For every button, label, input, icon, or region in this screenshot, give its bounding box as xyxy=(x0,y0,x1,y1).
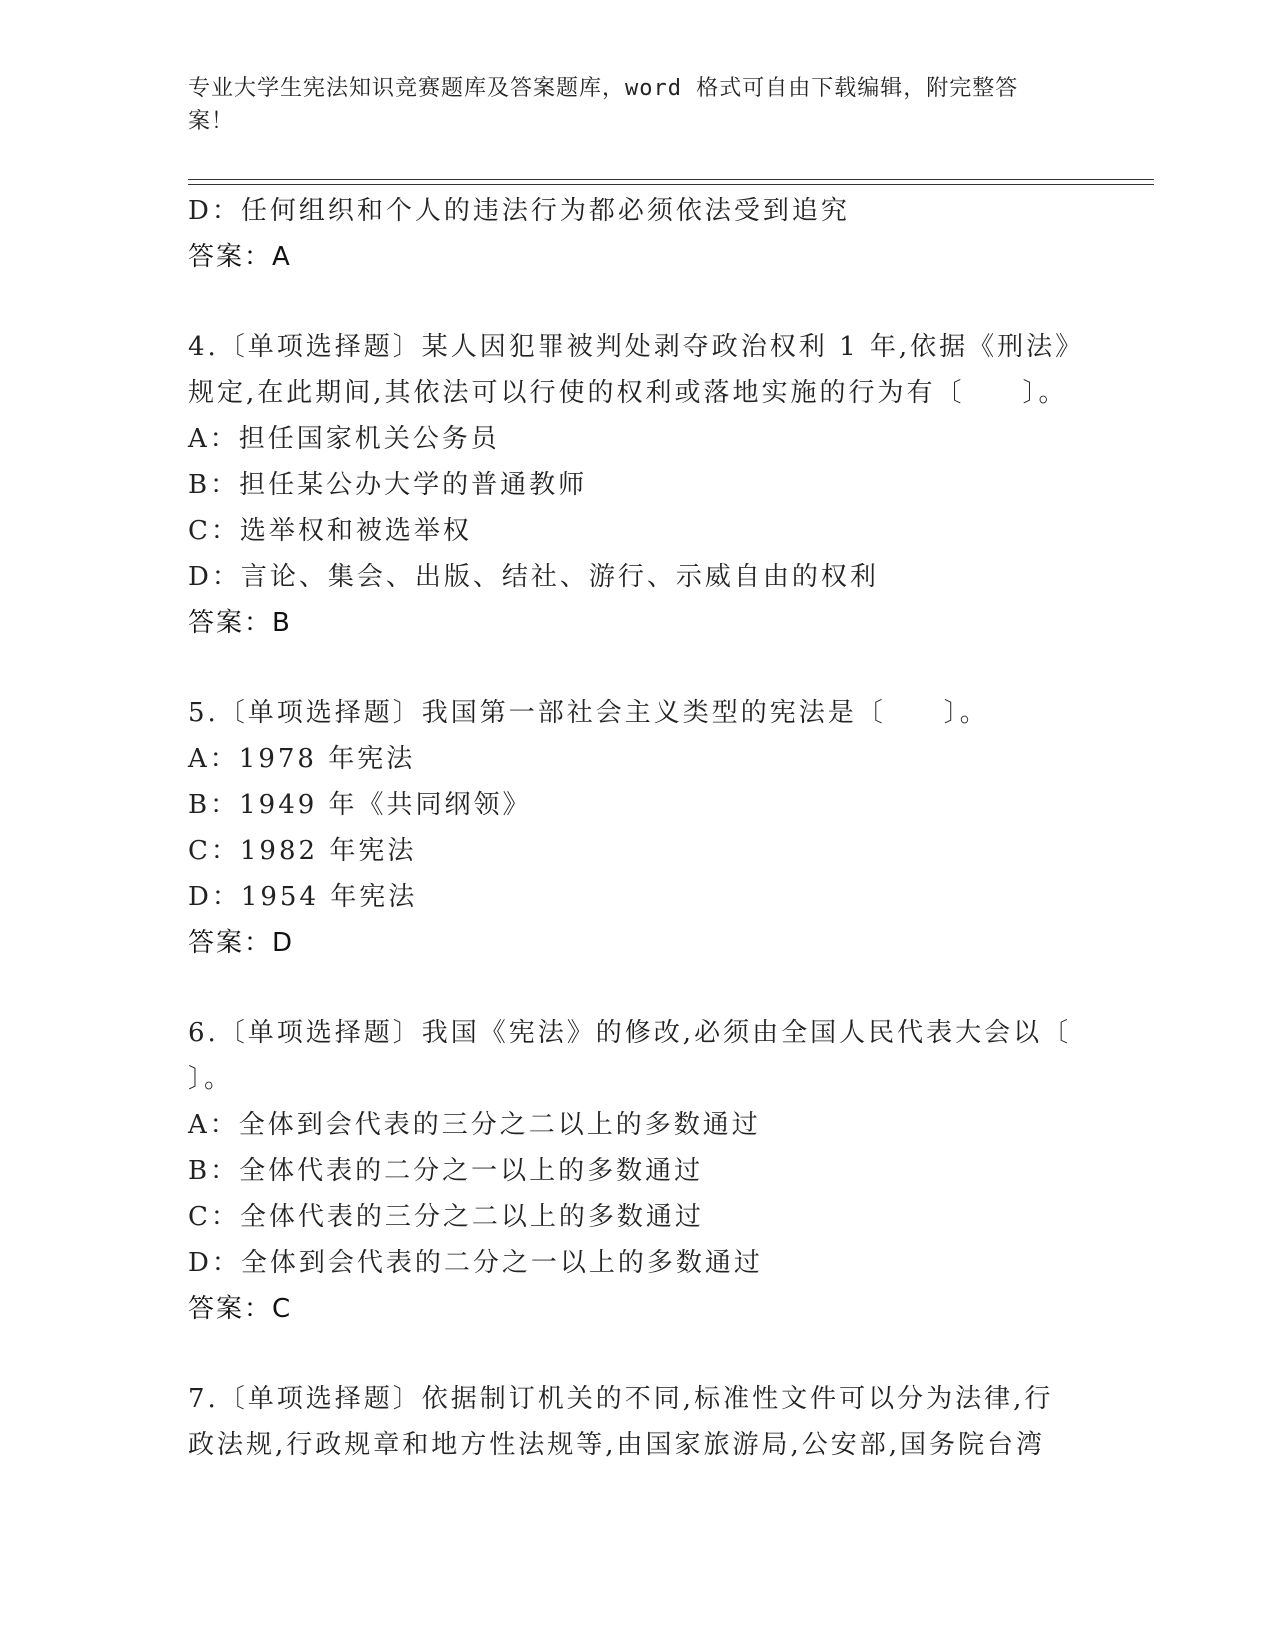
option-b: B：1949 年《共同纲领》 xyxy=(188,790,532,820)
answer-line: 答案：B xyxy=(188,608,292,638)
header-title-line-2: 案！ xyxy=(188,109,235,134)
question-text-line: 〕。 xyxy=(188,1064,234,1094)
option-c: C：选举权和被选举权 xyxy=(188,516,472,546)
header-divider-bottom xyxy=(188,184,1154,185)
option-a: A：担任国家机关公务员 xyxy=(188,424,500,454)
option-b: B：全体代表的二分之一以上的多数通过 xyxy=(188,1156,704,1186)
document-header xyxy=(188,72,1068,138)
question-list xyxy=(188,188,1088,1468)
option-c: C：1982 年宪法 xyxy=(188,836,417,866)
option-d: D：1954 年宪法 xyxy=(188,882,418,912)
answer-line: 答案：A xyxy=(188,242,292,272)
question-block-5 xyxy=(188,690,1088,966)
option-a: A：全体到会代表的三分之二以上的多数通过 xyxy=(188,1110,761,1140)
header-title-line-1: 专业大学生宪法知识竞赛题库及答案题库，word 格式可自由下载编辑，附完整答 xyxy=(188,76,1019,101)
option-d: D：言论、集会、出版、结社、游行、示威自由的权利 xyxy=(188,562,879,592)
question-text-line: 7.〔单项选择题〕依据制订机关的不同,标准性文件可以分为法律,行 xyxy=(188,1384,1054,1414)
question-block-6 xyxy=(188,1010,1088,1332)
question-text-line: 规定,在此期间,其依法可以行使的权利或落地实施的行为有〔 〕。 xyxy=(188,378,1068,408)
option-a: A：1978 年宪法 xyxy=(188,744,416,774)
question-text-line: 4.〔单项选择题〕某人因犯罪被判处剥夺政治权利 1 年,依据《刑法》 xyxy=(188,332,1085,362)
answer-line: 答案：C xyxy=(188,1294,293,1324)
option-d: D：全体到会代表的二分之一以上的多数通过 xyxy=(188,1248,763,1278)
option-d: D：任何组织和个人的违法行为都必须依法受到追究 xyxy=(188,196,850,226)
header-divider-top xyxy=(188,179,1154,180)
question-text-line: 6.〔单项选择题〕我国《宪法》的修改,必须由全国人民代表大会以〔 xyxy=(188,1018,1072,1048)
answer-line: 答案：D xyxy=(188,928,295,958)
question-block-4 xyxy=(188,324,1088,646)
question-block-7 xyxy=(188,1376,1088,1468)
question-block-3 xyxy=(188,188,1088,280)
option-c: C：全体代表的三分之二以上的多数通过 xyxy=(188,1202,704,1232)
option-b: B：担任某公办大学的普通教师 xyxy=(188,470,588,500)
question-text-line: 5.〔单项选择题〕我国第一部社会主义类型的宪法是〔 〕。 xyxy=(188,698,989,728)
question-text-line: 政法规,行政规章和地方性法规等,由国家旅游局,公安部,国务院台湾 xyxy=(188,1430,1046,1460)
